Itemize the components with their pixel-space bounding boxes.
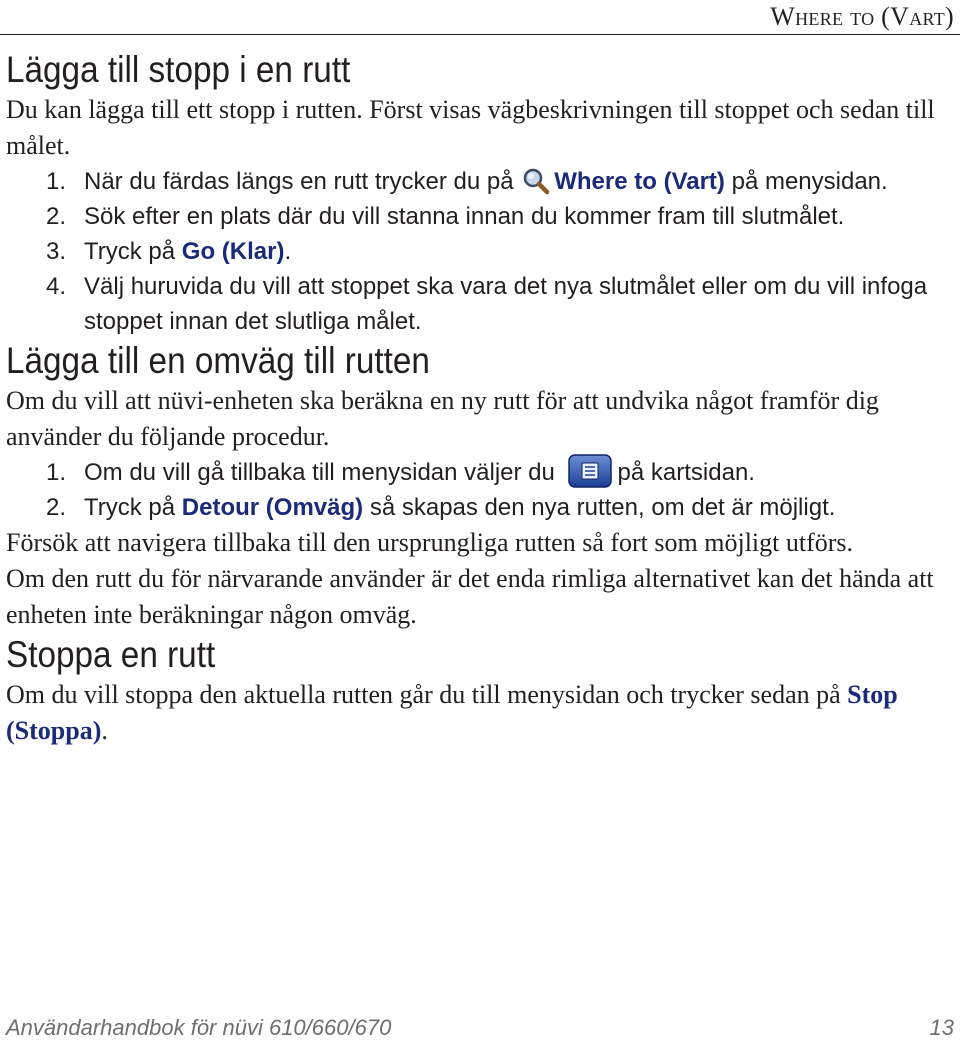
step-text: Välj huruvida du vill att stoppet ska vara det nya slutmålet eller om du vill infoga stoppet innan det slutliga målet. bbox=[84, 273, 928, 335]
step-text: Tryck på bbox=[84, 494, 176, 521]
menu-icon bbox=[568, 454, 612, 488]
step-number: 3. bbox=[46, 238, 67, 265]
header-title: Where to (Vart) bbox=[770, 2, 954, 31]
section-heading-stop-route: Stoppa en rutt bbox=[6, 634, 216, 675]
magnifier-icon bbox=[522, 167, 550, 195]
step-number: 1. bbox=[46, 459, 67, 486]
step-item bbox=[6, 234, 954, 269]
step-item bbox=[6, 490, 954, 525]
step-text: När du färdas längs en rutt trycker du på bbox=[84, 168, 514, 195]
step-text-post: på kartsidan. bbox=[617, 459, 755, 486]
step-text: Om du vill gå tillbaka till menysidan väljer du bbox=[84, 459, 555, 486]
detour-note-2: Om den rutt du för närvarande använder är det enda rimliga alternativet kan det hända att enheten inte beräkningar någon omväg. bbox=[6, 564, 934, 629]
detour-note: Försök att navigera tillbaka till den ursprungliga rutten så fort som möjligt utförs. bbox=[6, 528, 854, 557]
section-intro-add-stop: Du kan lägga till ett stopp i rutten. Först visas vägbeskrivningen till stoppet och sedan till målet. bbox=[6, 95, 935, 160]
section-body-stop-route bbox=[6, 677, 954, 749]
go-label: Go (Klar) bbox=[181, 238, 285, 265]
page-content bbox=[6, 48, 954, 749]
step-text-post: så skapas den nya rutten, om det är möjligt. bbox=[369, 494, 836, 521]
step-number: 2. bbox=[46, 203, 67, 230]
section-heading-add-stop: Lägga till stopp i en rutt bbox=[6, 49, 351, 90]
step-item bbox=[6, 164, 954, 199]
detour-label: Detour (Omväg) bbox=[181, 494, 364, 521]
step-text: Tryck på bbox=[84, 238, 176, 265]
step-text-post: på menysidan. bbox=[731, 168, 888, 195]
stop-label: Stop (Stoppa) bbox=[6, 680, 898, 745]
step-number: 4. bbox=[46, 273, 67, 300]
section-heading-detour: Lägga till en omväg till rutten bbox=[6, 340, 430, 381]
stop-route-text-post: . bbox=[101, 716, 108, 745]
steps-detour bbox=[6, 455, 954, 525]
step-number: 2. bbox=[46, 494, 67, 521]
step-text: Sök efter en plats där du vill stanna innan du kommer fram till slutmålet. bbox=[84, 203, 845, 230]
step-number: 1. bbox=[46, 168, 67, 195]
page-header bbox=[0, 0, 960, 35]
section-intro-detour: Om du vill att nüvi-enheten ska beräkna en ny rutt för att undvika något framför dig använder du följande procedur. bbox=[6, 386, 879, 451]
where-to-label: Where to (Vart) bbox=[554, 168, 725, 195]
footer-page-number: 13 bbox=[929, 1015, 954, 1040]
step-item bbox=[6, 199, 954, 234]
step-item bbox=[6, 455, 954, 490]
step-text-post: . bbox=[284, 238, 292, 265]
stop-route-text: Om du vill stoppa den aktuella rutten går du till menysidan och trycker sedan på bbox=[6, 680, 841, 709]
footer-manual-title: Användarhandbok för nüvi 610/660/670 bbox=[6, 1015, 392, 1040]
step-item bbox=[6, 269, 954, 339]
steps-add-stop bbox=[6, 164, 954, 339]
